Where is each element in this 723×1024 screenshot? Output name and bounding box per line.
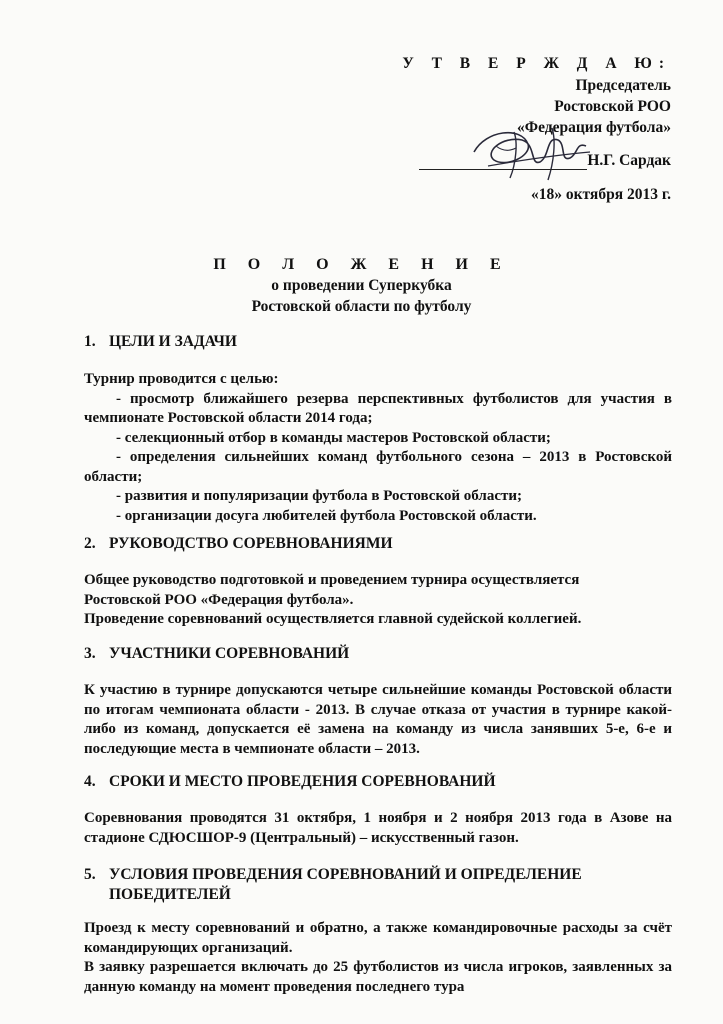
section-1-heading — [84, 333, 237, 351]
section-4-body: Соревнования проводятся 31 октября, 1 ноября и 2 ноября 2013 года в Азове на стадионе СДЮСШОР-9 (Центральный) – искусственный газон. — [84, 810, 672, 846]
section-number: 2. — [84, 535, 96, 552]
goal-item: - селекционный отбор в команды мастеров Ростовской области; — [116, 429, 551, 446]
section-5-paragraph: В заявку разрешается включать до 25 футболистов из числа игроков, заявленных за данную команду на момент проведения последнего тура — [84, 959, 672, 995]
section-title: РУКОВОДСТВО СОРЕВНОВАНИЯМИ — [109, 535, 393, 552]
section-number: 4. — [84, 773, 96, 790]
section-3-body: К участию в турнире допускаются четыре сильнейшие команды Ростовской области по итогам чемпионата области - 2013. В случае отказа от участия в турнире какой-либо из команд, допускается её замена на команду из числа занявших 5-е, 6-е и последующие места в чемпионате области – 2013. — [84, 682, 672, 757]
section-number: 1. — [84, 333, 96, 350]
approval-date: «18» октября 2013 г. — [530, 186, 671, 203]
section-1-body — [84, 370, 672, 526]
approval-federation: «Федерация футбола» — [517, 119, 671, 136]
section-2-body — [84, 571, 672, 630]
goal-item: - просмотр ближайшего резерва перспективных футболистов для участия в чемпионате Ростовской области 2014 года; — [84, 390, 672, 426]
section-title-continued: ПОБЕДИТЕЛЕЙ — [109, 886, 231, 903]
management-line: Ростовской РОО «Федерация футбола». — [84, 591, 354, 608]
goal-item: - определения сильнейших команд футбольного сезона – 2013 в Ростовской области; — [84, 449, 672, 485]
section-title: ЦЕЛИ И ЗАДАЧИ — [109, 333, 237, 350]
title-subtitle: о проведении Суперкубка — [271, 277, 452, 294]
approval-heading: У Т В Е Р Ж Д А Ю: — [402, 55, 671, 72]
management-line: Проведение соревнований осуществляется главной судейской коллегией. — [84, 611, 582, 627]
section-title: УСЛОВИЯ ПРОВЕДЕНИЯ СОРЕВНОВАНИЙ И ОПРЕДЕЛЕНИЕ — [109, 866, 582, 883]
approver-name: Н.Г. Сардак — [587, 152, 671, 169]
goal-item: - развития и популяризации футбола в Ростовской области; — [116, 488, 522, 504]
signature-row — [402, 138, 671, 178]
section-number: 5. — [84, 866, 96, 883]
title-main: П О Л О Ж Е Н И Е — [213, 256, 510, 273]
approval-position: Председатель — [575, 77, 671, 94]
section-1-intro: Турнир проводится с целью: — [84, 371, 279, 387]
approval-organization: Ростовской РОО — [554, 98, 671, 115]
section-3-heading — [84, 645, 349, 663]
section-5-body — [84, 919, 672, 997]
section-number: 3. — [84, 645, 96, 662]
management-line: Общее руководство подготовкой и проведением турнира осуществляется — [84, 572, 580, 588]
approval-block — [402, 53, 671, 205]
goal-item: - организации досуга любителей футбола Ростовской области. — [116, 507, 537, 524]
title-region: Ростовской области по футболу — [251, 298, 472, 315]
document-title — [0, 254, 723, 317]
section-4-heading — [84, 773, 496, 791]
signature-line — [419, 169, 587, 170]
handwritten-signature — [466, 122, 601, 184]
section-5-paragraph: Проезд к месту соревнований и обратно, а также командировочные расходы за счёт командирующих организаций. — [84, 920, 672, 956]
section-title: УЧАСТНИКИ СОРЕВНОВАНИЙ — [109, 645, 350, 662]
section-2-heading — [84, 535, 393, 553]
section-5-heading — [84, 865, 582, 905]
section-title: СРОКИ И МЕСТО ПРОВЕДЕНИЯ СОРЕВНОВАНИЙ — [109, 773, 496, 790]
